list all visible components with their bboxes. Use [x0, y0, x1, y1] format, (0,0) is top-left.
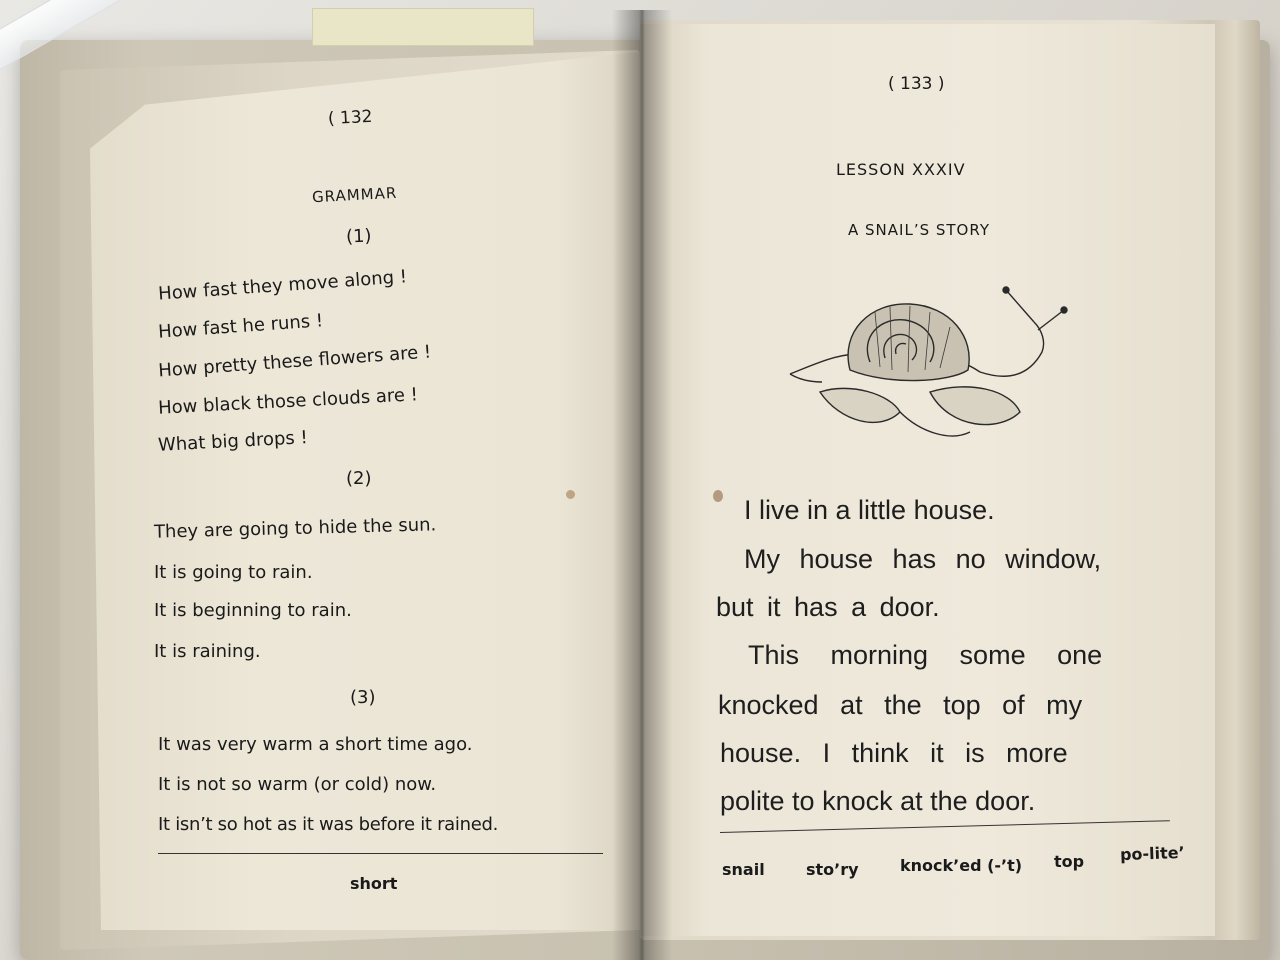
story-line: but it has a door. — [716, 592, 940, 622]
grammar-line: It was very warm a short time ago. — [158, 734, 473, 755]
right-page-number: ( 133 ) — [888, 74, 945, 94]
ink-stain — [713, 490, 723, 502]
vocab-word: knock’ed (-’t) — [900, 856, 1023, 875]
vocab-word: po-lite’ — [1119, 842, 1185, 865]
snail-illustration — [780, 282, 1080, 452]
vocab-word: snail — [722, 860, 765, 879]
left-page-number: ( 132 — [327, 106, 373, 130]
story-line: knocked at the top of my — [718, 690, 1083, 720]
grammar-line: How fast he runs ! — [157, 310, 324, 343]
grammar-line: How fast they move along ! — [157, 266, 408, 305]
story-line: polite to knock at the door. — [720, 786, 1036, 816]
section-label: (1) — [345, 225, 372, 248]
grammar-line: It is beginning to rain. — [154, 600, 352, 621]
section-label: (3) — [350, 687, 376, 708]
book-spine — [612, 10, 672, 960]
story-line: house. I think it is more — [720, 738, 1068, 768]
left-footer-rule — [158, 853, 603, 854]
story-line: My house has no window, — [744, 544, 1102, 574]
vocab-word: top — [1054, 852, 1085, 871]
grammar-line: How pretty these flowers are ! — [157, 341, 432, 382]
bookmark-tab — [312, 8, 534, 46]
vocab-word: sto’ry — [806, 860, 859, 879]
section-label: (2) — [346, 468, 372, 489]
grammar-line: It isn’t so hot as it was before it rained. — [158, 814, 499, 835]
story-line: I live in a little house. — [744, 495, 995, 525]
left-vocab-word: short — [350, 874, 398, 893]
grammar-line: It is going to rain. — [154, 562, 313, 583]
grammar-line: How black those clouds are ! — [157, 384, 419, 419]
story-title: A SNAIL’S STORY — [848, 221, 990, 239]
ink-stain — [566, 490, 575, 499]
grammar-line: What big drops ! — [157, 427, 309, 456]
left-page — [90, 52, 640, 930]
grammar-line: It is raining. — [154, 641, 261, 662]
grammar-line: It is not so warm (or cold) now. — [158, 774, 437, 795]
grammar-heading: GRAMMAR — [311, 183, 398, 207]
story-line: This morning some one — [748, 640, 1103, 670]
lesson-title: LESSON XXXIV — [836, 160, 966, 179]
grammar-line: They are going to hide the sun. — [153, 514, 437, 543]
